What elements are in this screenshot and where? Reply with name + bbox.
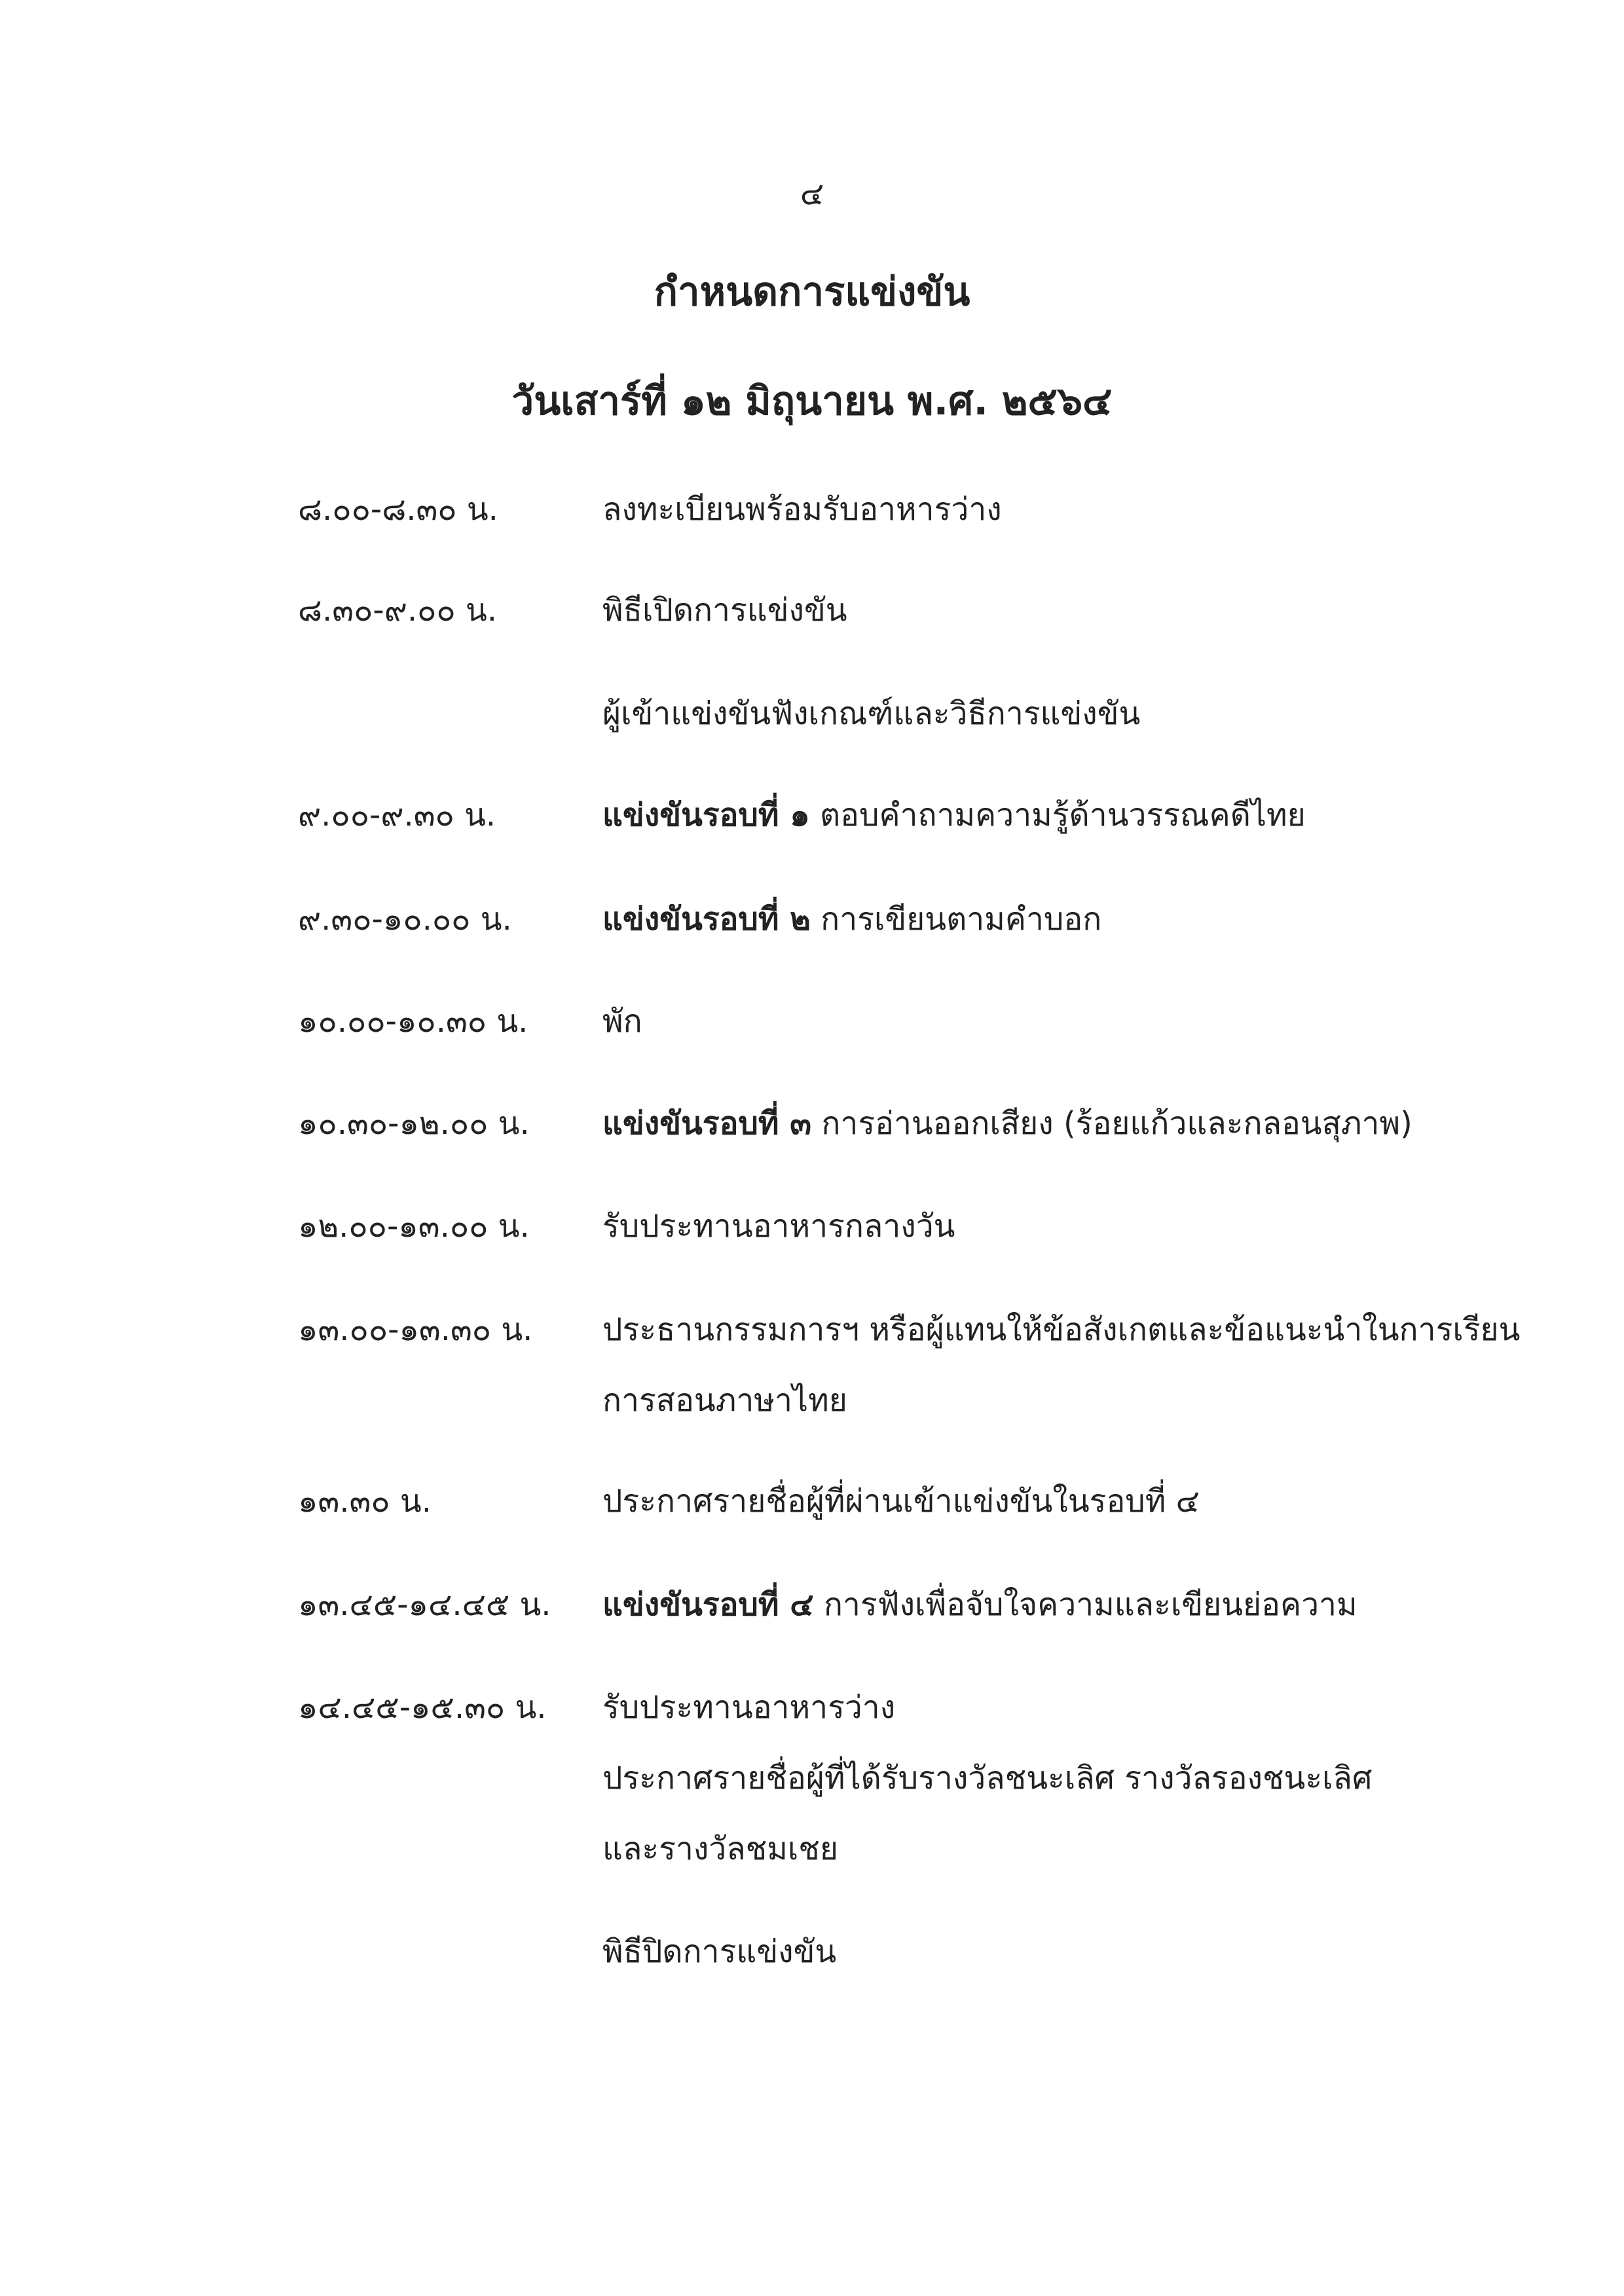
round-label: แข่งขันรอบที่ ๒ — [602, 901, 811, 938]
description-line — [602, 1099, 1412, 1169]
schedule-description — [602, 1201, 955, 1272]
schedule-description — [602, 1099, 1412, 1169]
description-line — [602, 894, 1101, 965]
description-text: ผู้เข้าแข่งขันฟังเกณฑ์และวิธีการแข่งขัน — [602, 695, 1141, 732]
schedule-description — [602, 1580, 1357, 1650]
document-title: กำหนดการแข่งขัน — [654, 269, 970, 315]
schedule-description — [602, 1476, 1200, 1547]
description-line — [602, 484, 1002, 555]
description-line — [602, 1824, 1372, 1895]
schedule-time: ๘.๐๐-๘.๓๐ น. — [298, 491, 498, 528]
description-text: และรางวัลชมเชย — [602, 1831, 838, 1867]
description-line — [602, 1305, 1520, 1376]
schedule-time: ๑๐.๓๐-๑๒.๐๐ น. — [298, 1105, 530, 1142]
description-text: ประกาศรายชื่อผู้ที่ได้รับรางวัลชนะเลิศ รางวัลรองชนะเลิศ — [602, 1760, 1373, 1796]
description-line — [602, 1927, 836, 1997]
schedule-time: ๙.๐๐-๙.๓๐ น. — [298, 797, 496, 833]
page-number: ๔ — [800, 175, 824, 212]
description-line — [602, 1753, 1372, 1824]
description-line — [602, 585, 847, 656]
schedule-description — [602, 1683, 1372, 1895]
schedule-time: ๑๒.๐๐-๑๓.๐๐ น. — [298, 1208, 530, 1245]
description-line — [602, 1683, 1372, 1753]
description-line — [602, 689, 1140, 759]
schedule-description — [602, 484, 1002, 555]
round-label: แข่งขันรอบที่ ๑ — [602, 797, 810, 833]
description-text: การเขียนตามคำบอก — [810, 901, 1102, 938]
description-text: การอ่านออกเสียง (ร้อยแก้วและกลอนสุภาพ) — [811, 1105, 1412, 1142]
schedule-description — [602, 689, 1140, 759]
schedule-time: ๑๔.๔๕-๑๕.๓๐ น. — [298, 1689, 547, 1726]
description-text: การสอนภาษาไทย — [602, 1382, 847, 1419]
schedule-description — [602, 1927, 836, 1997]
schedule-time: ๑๓.๓๐ น. — [298, 1483, 432, 1520]
description-line — [602, 1201, 955, 1272]
schedule-time: ๑๐.๐๐-๑๐.๓๐ น. — [298, 1003, 528, 1040]
schedule-description — [602, 996, 642, 1067]
description-text: ตอบคำถามความรู้ด้านวรรณคดีไทย — [809, 797, 1306, 833]
description-line — [602, 790, 1306, 861]
round-label: แข่งขันรอบที่ ๓ — [602, 1105, 812, 1142]
description-line — [602, 1376, 1520, 1446]
description-line — [602, 1580, 1357, 1650]
description-text: รับประทานอาหารกลางวัน — [602, 1208, 955, 1245]
schedule-time: ๑๓.๐๐-๑๓.๓๐ น. — [298, 1311, 533, 1348]
schedule-description — [602, 1305, 1520, 1446]
round-label: แข่งขันรอบที่ ๔ — [602, 1586, 814, 1623]
description-text: ลงทะเบียนพร้อมรับอาหารว่าง — [602, 491, 1002, 528]
schedule-time: ๑๓.๔๕-๑๔.๔๕ น. — [298, 1586, 551, 1623]
schedule-time: ๘.๓๐-๙.๐๐ น. — [298, 592, 498, 629]
description-text: การฟังเพื่อจับใจความและเขียนย่อความ — [813, 1586, 1357, 1623]
schedule-time: ๙.๓๐-๑๐.๐๐ น. — [298, 901, 512, 938]
event-date: วันเสาร์ที่ ๑๒ มิถุนายน พ.ศ. ๒๕๖๔ — [511, 378, 1113, 424]
description-text: พิธีปิดการแข่งขัน — [602, 1933, 837, 1970]
schedule-description — [602, 790, 1306, 861]
description-text: พัก — [602, 1003, 642, 1040]
description-text: พิธีเปิดการแข่งขัน — [602, 592, 847, 629]
description-text: ประกาศรายชื่อผู้ที่ผ่านเข้าแข่งขันในรอบที่ ๔ — [602, 1483, 1200, 1520]
schedule-description — [602, 894, 1101, 965]
description-text: ประธานกรรมการฯ หรือผู้แทนให้ข้อสังเกตและข้อแนะนำในการเรียน — [602, 1311, 1521, 1348]
description-text: รับประทานอาหารว่าง — [602, 1689, 896, 1726]
description-line — [602, 996, 642, 1067]
schedule-description — [602, 585, 847, 656]
description-line — [602, 1476, 1200, 1547]
